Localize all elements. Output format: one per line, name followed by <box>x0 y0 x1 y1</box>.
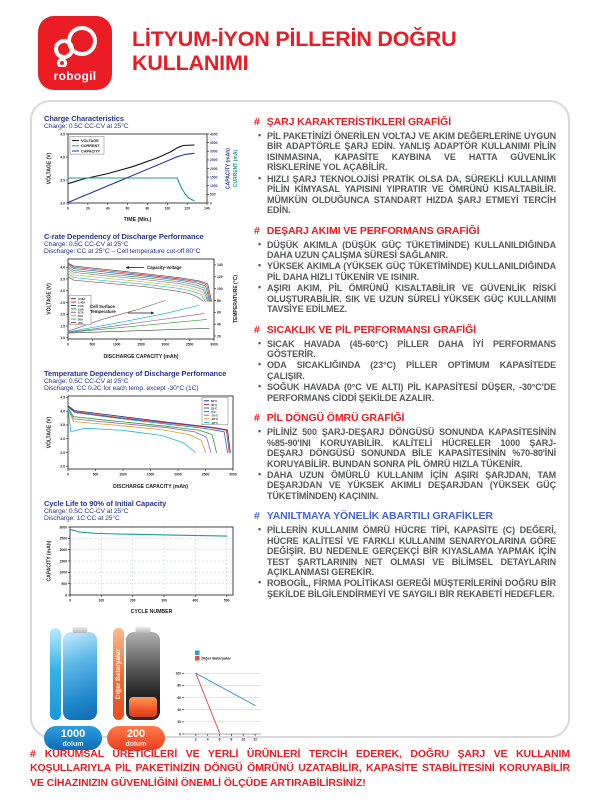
svg-text:0: 0 <box>67 206 69 211</box>
svg-text:CAPACITY (mAh): CAPACITY (mAh) <box>225 148 232 189</box>
section-bullets <box>254 525 556 599</box>
robogil-battery-group <box>44 628 102 750</box>
footer-text: KURUMSAL ÜRETİCİLERİ VE YERLİ ÜRÜNLERİ TERCİH EDEREK, DOĞRU ŞARJ VE KULLANIM KOŞULLARIYLA PİL PAKETİNİZİN DÖNGÜ ÖMRÜNÜ UZATABİLİR, KAPASİTE STABİLİTESİNİ KORUYABİLİR VE CİHAZINIZIN GÜVENLİĞİNİ ÖNEMLİ ÖLÇÜDE ARTIRABİLİRSİNİZ! <box>30 748 570 789</box>
svg-text:2.5: 2.5 <box>60 300 65 305</box>
svg-text:1.5: 1.5 <box>60 324 65 329</box>
section-bullets <box>254 240 556 315</box>
svg-text:DISCHARGE CAPACITY (mAh): DISCHARGE CAPACITY (mAh) <box>103 354 179 360</box>
svg-text:0: 0 <box>67 472 69 477</box>
svg-text:2.0: 2.0 <box>60 464 65 469</box>
svg-text:0: 0 <box>69 598 71 603</box>
svg-text:3.5: 3.5 <box>60 423 65 428</box>
svg-text:3.5: 3.5 <box>60 277 65 282</box>
svg-text:8.7A: 8.7A <box>78 311 84 315</box>
chart-title: Temperature Dependency of Discharge Performance <box>44 369 227 378</box>
svg-text:3500: 3500 <box>210 140 218 145</box>
svg-text:0: 0 <box>179 732 181 737</box>
svg-text:3000: 3000 <box>210 149 218 154</box>
svg-text:8: 8 <box>230 737 233 742</box>
robogil-battery-visuals <box>50 628 97 720</box>
orange-level-bar <box>113 628 124 720</box>
svg-text:-10°C: -10°C <box>211 413 219 418</box>
svg-text:0°C: 0°C <box>211 410 216 414</box>
svg-text:4.5: 4.5 <box>60 395 65 400</box>
svg-text:CURRENT (mA): CURRENT (mA) <box>233 149 239 188</box>
info-section <box>254 412 556 501</box>
badge-value: 1000 <box>60 727 86 740</box>
svg-text:4.0: 4.0 <box>60 155 65 160</box>
section-hash: # <box>254 323 260 336</box>
section-hash: # <box>254 224 260 237</box>
svg-text:2500: 2500 <box>201 472 210 477</box>
other-battery-visuals <box>113 628 160 720</box>
svg-text:120: 120 <box>184 206 190 211</box>
battery-comparison-chart <box>171 649 265 750</box>
svg-text:CYCLE NUMBER: CYCLE NUMBER <box>130 609 173 615</box>
svg-text:2.0: 2.0 <box>60 312 65 317</box>
info-section <box>254 116 556 216</box>
svg-text:40: 40 <box>177 708 181 713</box>
section-bullets <box>254 339 556 404</box>
svg-text:60: 60 <box>177 695 181 700</box>
svg-text:2500: 2500 <box>210 158 218 163</box>
svg-text:2000: 2000 <box>59 547 67 552</box>
svg-text:100: 100 <box>217 286 223 291</box>
battery-comparison <box>44 628 257 750</box>
chart-subtitle: Charge: 0.5C CC-CV at 25°C <box>44 241 129 248</box>
info-section <box>254 324 556 404</box>
svg-text:2000: 2000 <box>161 342 170 347</box>
svg-text:CURRENT: CURRENT <box>81 144 100 149</box>
svg-text:1500: 1500 <box>146 472 155 477</box>
header <box>0 0 600 90</box>
badge-value: 200 <box>126 727 146 740</box>
svg-text:4000: 4000 <box>210 132 218 137</box>
other-battery-group <box>107 628 165 750</box>
svg-text:Cell Surface: Cell Surface <box>90 304 115 309</box>
svg-text:20: 20 <box>177 720 181 725</box>
svg-text:12: 12 <box>253 737 257 742</box>
section-bullets <box>254 427 556 501</box>
bullet-item: • YÜKSEK AKIMLA (YÜKSEK GÜÇ TÜKETİMİNDE) KULLANILDIĞINDA PİL DAHA HIZLI TÜKENİR VE ISINIR. <box>267 261 556 282</box>
svg-text:2000: 2000 <box>210 166 218 171</box>
svg-text:300: 300 <box>161 598 167 603</box>
section-title: YANILTMAYA YÖNELİK ABARTILI GRAFİKLER <box>266 510 493 523</box>
section-header <box>254 324 556 336</box>
low-charge-fill <box>129 697 157 717</box>
bullet-item: • ODA SICAKLIĞINDA (23°C) PİLLER OPTİMUM KAPASİTEDE ÇALIŞIR. <box>267 360 556 381</box>
svg-text:140: 140 <box>204 206 210 211</box>
svg-text:3000: 3000 <box>210 342 218 347</box>
svg-text:40: 40 <box>217 322 221 327</box>
svg-text:0: 0 <box>67 342 69 347</box>
svg-text:20A: 20A <box>78 318 83 322</box>
svg-text:200: 200 <box>129 598 136 603</box>
svg-text:500: 500 <box>223 598 230 603</box>
svg-text:4: 4 <box>206 737 209 742</box>
svg-text:60: 60 <box>125 206 130 211</box>
svg-text:TEMPERATURE (°C): TEMPERATURE (°C) <box>233 274 239 324</box>
svg-text:2500: 2500 <box>59 536 67 541</box>
svg-text:10: 10 <box>241 737 246 742</box>
section-header <box>254 116 556 128</box>
svg-text:15A: 15A <box>78 315 83 319</box>
svg-text:2.9A: 2.9A <box>78 304 84 308</box>
svg-text:100: 100 <box>164 206 171 211</box>
chart-block <box>44 232 246 365</box>
footer-hash: # <box>30 748 36 760</box>
footer-note <box>30 747 570 790</box>
section-hash: # <box>254 116 260 128</box>
section-header <box>254 510 556 522</box>
svg-text:40: 40 <box>105 206 110 211</box>
svg-text:3000: 3000 <box>59 525 67 530</box>
section-hash: # <box>254 412 260 425</box>
section-title: PİL DÖNGÜ ÖMRÜ GRAFİĞİ <box>266 412 405 425</box>
svg-text:120: 120 <box>217 275 223 280</box>
svg-text:1000: 1000 <box>210 184 218 189</box>
svg-text:25A: 25A <box>78 321 83 325</box>
svg-text:3.0: 3.0 <box>60 436 65 441</box>
full-battery-icon <box>63 632 97 720</box>
svg-text:1.0: 1.0 <box>60 336 65 341</box>
section-header <box>254 225 556 237</box>
bullet-item: • DAHA UZUN ÖMÜRLÜ KULLANIM İÇİN AŞIRI ŞARJDAN, TAM DEŞARJDAN VE YÜKSEK AKIMLI DEŞARJDAN (YÜKSEK GÜÇ TÜKETİMİNDEN) KAÇININ. <box>267 470 556 501</box>
charts-column <box>44 114 257 748</box>
svg-text:4.0: 4.0 <box>60 265 65 270</box>
svg-text:80: 80 <box>145 206 150 211</box>
svg-text:500: 500 <box>61 581 67 586</box>
svg-text:VOLTAGE (V): VOLTAGE (V) <box>46 283 53 315</box>
bullet-item: • AŞIRI AKIM, PİL ÖMRÜNÜ KISALTABİLİR VE GÜVENLİK RİSKİ OLUŞTURABİLİR. SIK VE UZUN SÜRELİ YÜKSEK GÜÇ KULLANIMI TAVSİYE EDİLMEZ. <box>267 283 556 314</box>
bullet-item: • PİLİNİZ 500 ŞARJ-DEŞARJ DÖNGÜSÜ SONUNDA KAPASİTESİNİN %85-90'INI KORUYABİLİR. KALİTELİ HÜCRELER 1000 ŞARJ-DEŞARJ DÖNGÜSÜ SONUNDA BİLE KAPASİTESİNİN %70-80'İNİ KORUYABİLİR. BUNDAN SONRA PİL ÖMRÜ HIZLA TÜKENİR. <box>267 427 556 469</box>
svg-text:CAPACITY (mAh): CAPACITY (mAh) <box>46 540 53 582</box>
section-title: SICAKLIK VE PİL PERFORMANSI GRAFİĞİ <box>266 323 476 336</box>
chart-title: C-rate Dependency of Discharge Performance <box>44 232 204 241</box>
svg-text:45°C: 45°C <box>211 402 218 407</box>
svg-text:2500: 2500 <box>185 342 194 347</box>
svg-text:1500: 1500 <box>137 342 145 347</box>
svg-text:TIME (Min.): TIME (Min.) <box>123 217 152 223</box>
chart-subtitle: Discharge: CC 0.2C for each temp. except -30°C (1C) <box>44 385 199 392</box>
bullet-item: • PİLLERİN KULLANIM ÖMRÜ HÜCRE TİPİ, KAPASİTE (C) DEĞERİ, HÜCRE KALİTESİ VE FARKLI KULLANIM SENARYOLARINA GÖRE DEĞİŞİR. BU NEDENLE GERÇEKÇİ BİR KIYASLAMA YAPMAK İÇİN TEST ŞARTLARININ NET OLMASI VE BİLİMSEL DETAYLARIN AÇIKLANMASI GEREKİR. <box>267 525 556 577</box>
chart-title: Cycle Life to 90% of Initial Capacity <box>44 499 167 508</box>
svg-text:20: 20 <box>85 206 90 211</box>
section-title: ŞARJ KARAKTERİSTİKLERİ GRAFİĞİ <box>266 116 452 128</box>
battery-cap <box>72 627 87 633</box>
svg-text:23°C: 23°C <box>211 406 218 411</box>
section-title: DEŞARJ AKIMI VE PERFORMANS GRAFİĞİ <box>266 224 480 237</box>
chart-subtitle: Discharge: 1C CC at 25°C <box>44 515 120 522</box>
svg-text:VOLTAGE (V): VOLTAGE (V) <box>46 416 53 449</box>
chart-plot <box>44 131 246 228</box>
section-header <box>254 412 556 424</box>
logo-text: robogil <box>53 69 97 83</box>
svg-text:2.5: 2.5 <box>60 450 65 455</box>
svg-text:Temperature: Temperature <box>90 309 116 314</box>
text-sections-column <box>254 114 556 730</box>
svg-text:1.45A: 1.45A <box>78 301 86 305</box>
svg-text:0.58A: 0.58A <box>78 298 86 302</box>
svg-text:2: 2 <box>194 737 197 742</box>
chart-block <box>44 499 246 620</box>
chart-subtitle: Charge: 0.5C CC-CV at 25°C <box>44 123 129 130</box>
svg-text:60: 60 <box>217 310 221 315</box>
svg-text:5.8A: 5.8A <box>78 308 84 312</box>
bullet-item: • ROBOGİL, FİRMA POLİTİKASI GEREĞİ MÜŞTERİLERİNİ DOĞRU BİR ŞEKİLDE BİLGİLENDİRMEYİ VE SAYGILI BİR REKABETİ HEDEFLER. <box>267 578 556 599</box>
svg-text:500: 500 <box>89 342 96 347</box>
svg-text:20: 20 <box>217 334 221 339</box>
title-line-2: KULLANIMI <box>132 50 249 75</box>
svg-text:80: 80 <box>217 298 221 303</box>
svg-text:Diğer Bataryalar: Diğer Bataryalar <box>201 656 231 661</box>
svg-text:3000: 3000 <box>229 472 237 477</box>
robogil-logo <box>38 16 112 90</box>
chart-subtitle: Charge: 0.5C CC-CV at 25°C <box>44 378 129 385</box>
svg-text:Capacity-Voltage: Capacity-Voltage <box>147 265 182 270</box>
svg-text:60°C: 60°C <box>211 399 218 404</box>
svg-text:1500: 1500 <box>59 559 67 564</box>
svg-text:1000: 1000 <box>119 472 127 477</box>
title-line-1: LİTYUM-İYON PİLLERİN DOĞRU <box>132 27 457 51</box>
chart-block <box>44 369 246 495</box>
svg-text:4.5: 4.5 <box>60 132 65 137</box>
battery-cap <box>135 627 150 633</box>
svg-text:1000: 1000 <box>112 342 121 347</box>
svg-text:140: 140 <box>217 263 223 268</box>
svg-text:1000: 1000 <box>59 570 67 575</box>
svg-text:2000: 2000 <box>174 472 182 477</box>
bullet-item: • HIZLI ŞARJ TEKNOLOJİSİ PRATİK OLSA DA, SÜREKLİ KULLANIMI PİLİN KİMYASAL YAPISINI YIPRATIR VE ÖMRÜNÜ KISALTABİLİR. MÜMKÜN OLDUĞUNCA STANDART HIZDA ŞARJ ETMEYİ TERCİH EDİN. <box>267 174 556 216</box>
svg-text:4.0: 4.0 <box>60 409 65 414</box>
svg-text:6: 6 <box>218 737 221 742</box>
bullet-item: • SOĞUK HAVADA (0°C VE ALTI) PİL KAPASİTESİ DÜŞER, -30°C'DE PERFORMANS CİDDİ ŞEKİLDE AZALIR. <box>267 382 556 403</box>
bullet-item: • DÜŞÜK AKIMLA (DÜŞÜK GÜÇ TÜKETİMİNDE) KULLANILDIĞINDA DAHA UZUN ÇALIŞMA SÜRESİ SAĞLANIR. <box>267 240 556 261</box>
chart-plot <box>44 393 246 495</box>
chart-title: Charge Characteristics <box>44 114 124 123</box>
svg-text:3.0: 3.0 <box>60 289 65 294</box>
page-title <box>132 28 456 75</box>
bullet-item: • PİL PAKETİNİZİ ÖNERİLEN VOLTAJ VE AKIM DEĞERLERİNE UYGUN BİR ADAPTÖRLE ŞARJ EDİN. YANLIŞ ADAPTÖR KULLANIMI PİLİN ISINMASINA, KAPASİTE KAYBINA VE HATTA GÜVENLİK RİSKLERİNE YOL AÇABİLİR. <box>267 131 556 173</box>
svg-text:400: 400 <box>192 598 199 603</box>
svg-text:-20°C: -20°C <box>211 417 219 422</box>
section-hash: # <box>254 510 260 523</box>
info-section <box>254 510 556 599</box>
other-batteries-label: Diğer Bataryalar <box>114 648 122 700</box>
chart-plot <box>44 523 246 620</box>
depleted-battery-icon <box>126 632 160 720</box>
svg-text:80: 80 <box>177 683 181 688</box>
content-card <box>30 100 570 748</box>
svg-text:DISCHARGE CAPACITY (mAh): DISCHARGE CAPACITY (mAh) <box>112 484 189 490</box>
logo-circles-icon <box>47 23 103 67</box>
chart-block <box>44 114 246 228</box>
svg-text:500: 500 <box>92 472 99 477</box>
svg-text:VOLTAGE (V): VOLTAGE (V) <box>46 152 53 185</box>
svg-text:3.5: 3.5 <box>60 178 65 183</box>
svg-text:100: 100 <box>175 671 181 676</box>
svg-text:VOLTAGE: VOLTAGE <box>81 139 99 143</box>
bullet-item: • SICAK HAVADA (45-60°C) PİLLER DAHA İYİ PERFORMANS GÖSTERİR. <box>267 339 556 360</box>
svg-text:1500: 1500 <box>210 175 218 180</box>
svg-text:100: 100 <box>98 598 105 603</box>
chart-plot <box>44 256 246 365</box>
badge-unit: dolum <box>125 740 147 748</box>
svg-text:0: 0 <box>65 593 67 598</box>
chart-subtitle: Charge: 0.5C CC-CV at 25°C <box>44 508 129 515</box>
badge-unit: dolum <box>62 740 84 748</box>
svg-text:-30°C: -30°C <box>211 420 219 425</box>
svg-text:500: 500 <box>210 192 216 197</box>
svg-text:CAPACITY: CAPACITY <box>81 149 101 154</box>
chart-subtitle: Discharge: CC at 25°C – Cell temperature cut-off 80°C <box>44 248 201 255</box>
svg-text:0: 0 <box>210 201 212 206</box>
info-section <box>254 225 556 315</box>
svg-text:3.0: 3.0 <box>60 201 65 206</box>
section-bullets <box>254 131 556 216</box>
blue-level-bar <box>50 628 61 720</box>
